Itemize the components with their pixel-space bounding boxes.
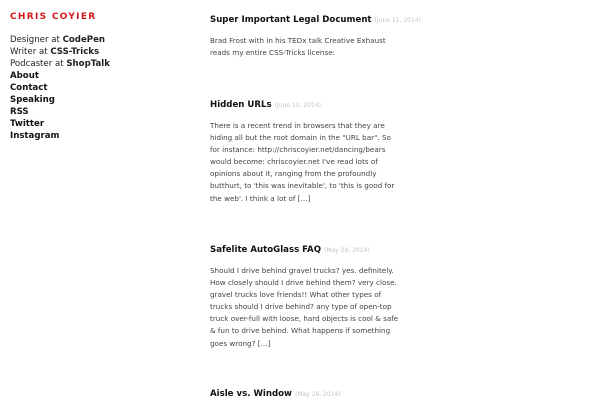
- role-prefix: Writer at: [10, 47, 51, 57]
- role-line-shoptalk: [10, 58, 190, 70]
- role-line-css-tricks: [10, 46, 190, 58]
- post-date-value: June 10, 2014: [276, 102, 319, 109]
- nav-contact[interactable]: Contact: [10, 83, 48, 93]
- post-excerpt: There is a recent trend in browsers that they are hiding all but the root domain in the "URL bar". So for instance: http://chriscoyier.net/dancing/bears would become: chriscoyier.net I've read lots of opinions about it, ranging from the profoundly butthurt, to 'this was inevitable', to 'this is good for the web'. I think a lot of […]: [210, 121, 395, 203]
- nav-rss[interactable]: RSS: [10, 107, 29, 117]
- css-tricks-link[interactable]: CSS-Tricks: [50, 47, 100, 57]
- post-date-value: May 28, 2014: [326, 247, 368, 254]
- post-date: (June 10, 2014): [274, 102, 321, 109]
- role-prefix: Podcaster at: [10, 59, 67, 69]
- post-header: [210, 10, 421, 27]
- post-date: (May 28, 2014): [324, 247, 370, 254]
- post-date-value: May 26, 2014: [297, 391, 339, 398]
- post-excerpt: Brad Frost with in his TEDx talk Creative Exhaust reads my entire CSS-Tricks license:: [210, 36, 386, 58]
- post-title-link[interactable]: Hidden URLs: [210, 100, 272, 110]
- post-header: [210, 384, 402, 400]
- post-date-value: June 11, 2014: [376, 17, 419, 24]
- post-item: [210, 95, 402, 205]
- post-excerpt: Should I drive behind gravel trucks? yes. definitely. How closely should I drive behind them? very close. gravel trucks love friends!! What other types of trucks should I drive behind? any type of open-top truck over-full with loose, hard objects is cool & safe & fun to drive behind. What happens if something goes wrong? […]: [210, 266, 399, 348]
- nav-about[interactable]: About: [10, 71, 39, 81]
- post-header: [210, 240, 402, 257]
- post-header: [210, 95, 402, 112]
- post-date: (June 11, 2014): [374, 17, 421, 24]
- nav-instagram[interactable]: Instagram: [10, 131, 60, 141]
- post-title-link[interactable]: Safelite AutoGlass FAQ: [210, 245, 322, 255]
- post-item: [210, 10, 421, 59]
- post-date: (May 26, 2014): [295, 391, 341, 398]
- shoptalk-link[interactable]: ShopTalk: [66, 59, 110, 69]
- post-title-link[interactable]: Aisle vs. Window: [210, 389, 292, 399]
- sidebar: [10, 11, 190, 142]
- nav-twitter[interactable]: Twitter: [10, 119, 45, 129]
- nav-speaking[interactable]: Speaking: [10, 95, 55, 105]
- site-title-link[interactable]: CHRIS COYIER: [10, 12, 97, 22]
- codepen-link[interactable]: CodePen: [62, 35, 106, 45]
- main-nav: [10, 70, 190, 142]
- post-item: [210, 240, 402, 350]
- post-title-link[interactable]: Super Important Legal Document: [210, 15, 372, 25]
- role-prefix: Designer at: [10, 35, 63, 45]
- role-line-codepen: [10, 34, 190, 46]
- post-item: [210, 384, 402, 400]
